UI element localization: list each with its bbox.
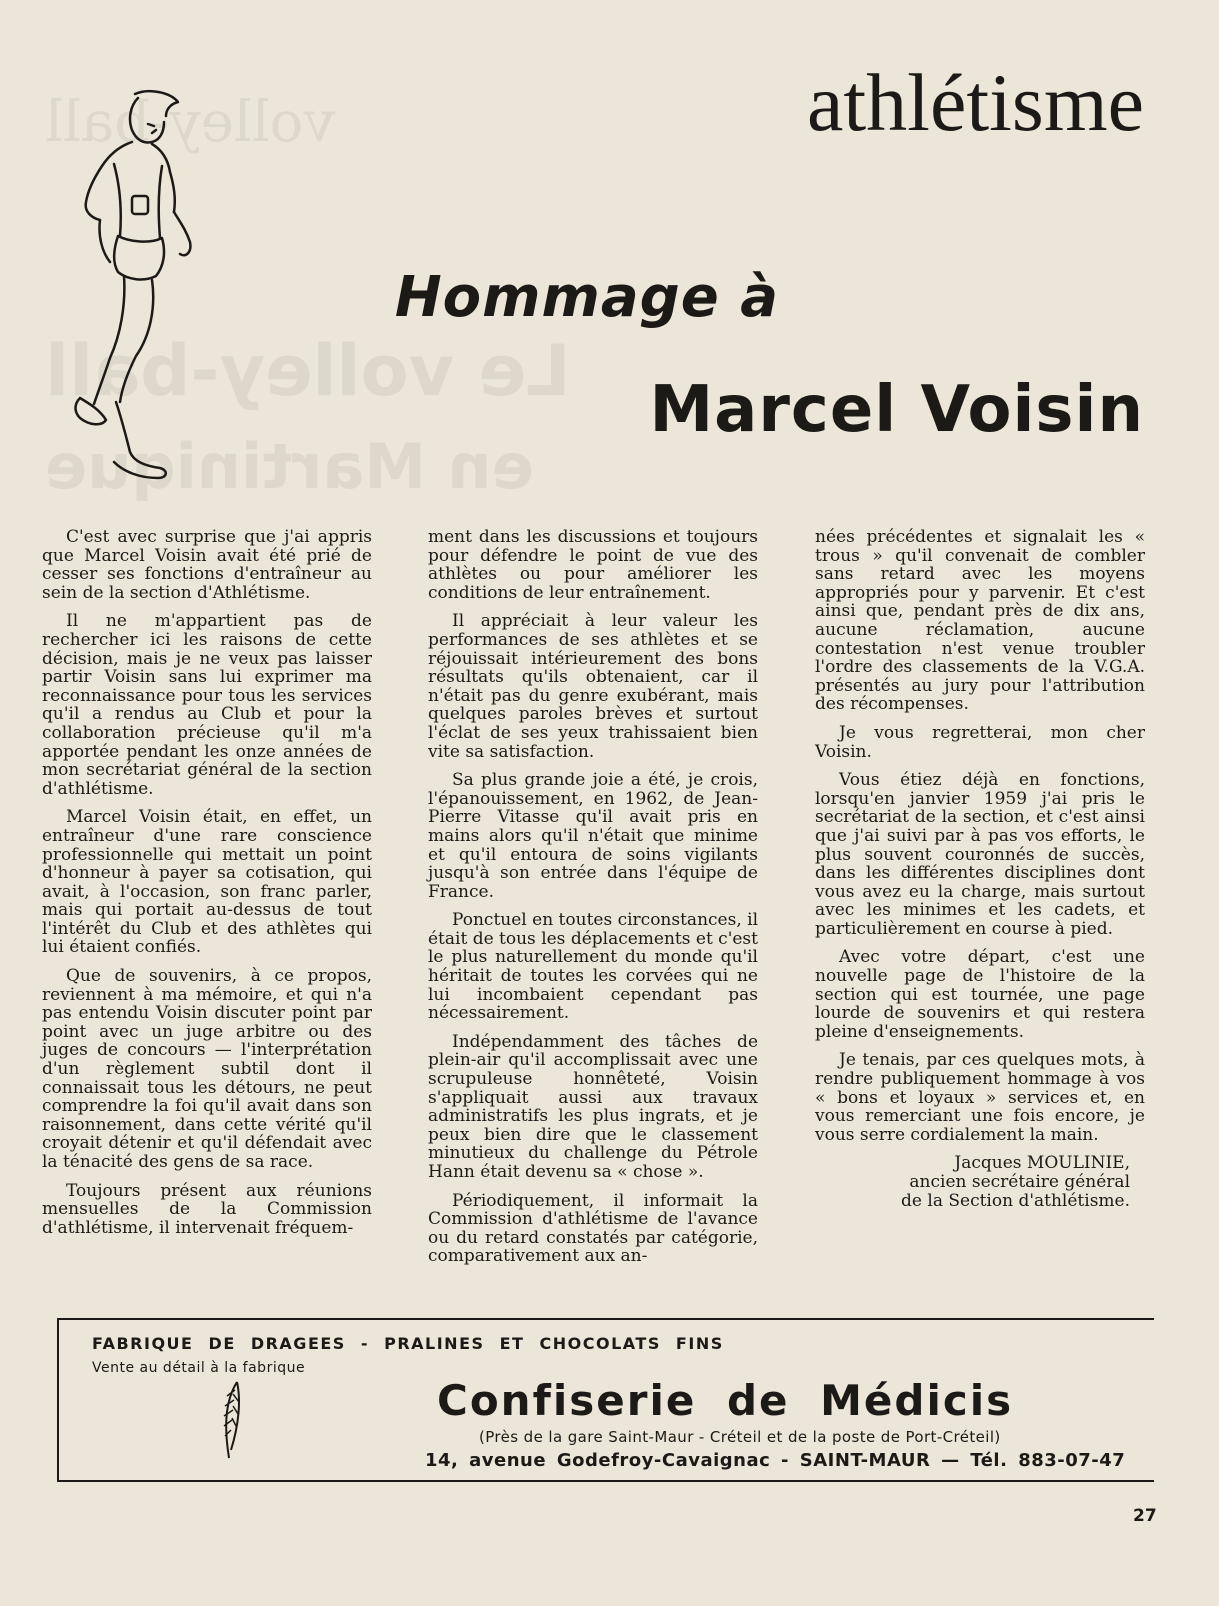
- paragraph: Indépendamment des tâches de plein-air qu'il accomplissait avec une scrupuleuse honnêteté, Voisin s'appliquait aussi aux travaux administratifs les plus ingrats, et je peux bien dire que le classement minutieux du challenge du Pétrole Hann était devenu sa « chose ».: [428, 1031, 758, 1182]
- ad-subline: Vente au détail à la fabrique: [92, 1360, 306, 1376]
- paragraph: Je tenais, par ces quelques mots, à rendre publiquement hommage à vos « bons et loyaux » services et, en vous remerciant une fois encore, je vous serre cordialement la main.: [815, 1050, 1145, 1145]
- ad-location-note: (Près de la gare Saint-Maur - Créteil et de la poste de Port-Créteil): [479, 1428, 1001, 1446]
- signature-name: Jacques MOULINIE,: [954, 1153, 1130, 1174]
- headline-line-1: Hommage à: [394, 265, 779, 330]
- show-through-text: en Martinique: [45, 430, 534, 503]
- paragraph: Sa plus grande joie a été, je crois, l'épanouissement, en 1962, de Jean-Pierre Vitasse qu'il avait pris en mains alors qu'il n'était que minime et qu'il entoura de soins vigilants jusqu'à son entrée dans l'équipe de France.: [428, 770, 758, 902]
- paragraph: Périodiquement, il informait la Commission d'athlétisme de l'avance ou du retard constatés par catégorie, comparativement aux an-: [428, 1190, 758, 1267]
- show-through-text: Le volley-ball: [45, 330, 571, 412]
- page-number: 27: [1133, 1506, 1157, 1526]
- paragraph: Toujours présent aux réunions mensuelles de la Commission d'athlétisme, il intervenait fréquem-: [42, 1180, 372, 1238]
- signature-block: [815, 1154, 1145, 1210]
- paragraph: Je vous regretterai, mon cher Voisin.: [815, 722, 1145, 762]
- article-column-1: [42, 528, 372, 1247]
- ad-tagline: FABRIQUE DE DRAGEES - PRALINES ET CHOCOLATS FINS: [92, 1334, 724, 1353]
- advertisement: [57, 1318, 1154, 1482]
- signature-org: de la Section d'athlétisme.: [901, 1190, 1130, 1211]
- paragraph: ment dans les discussions et toujours pour défendre le point de vue des athlètes ou pour améliorer les conditions de leur entraînement.: [428, 527, 758, 603]
- paragraph: nées précédentes et signalait les « trous » qu'il convenait de combler sans retard avec les moyens appropriés pour y parvenir. Et c'est ainsi que, pendant près de dix ans, aucune réclamation, aucune contestation n'est venue troubler l'ordre des classements de la V.G.A. présentés au jury pour l'attribution des récompenses.: [815, 527, 1145, 715]
- paragraph: Il ne m'appartient pas de rechercher ici les raisons de cette décision, mais je ne veux pas laisser partir Voisin sans lui exprimer ma reconnaissance pour tous les services qu'il a rendus au Club et pour la collaboration précieuse qu'il m'a apportée pendant les onze années de mon secrétariat général de la section d'athlétisme.: [42, 611, 372, 799]
- show-through-text: volley-ball: [45, 90, 335, 155]
- section-label: athlétisme: [806, 57, 1144, 148]
- paragraph: Il appréciait à leur valeur les performances de ses athlètes et se réjouissait intérieurement des bons résultats qu'ils obtenaient, car il n'était pas du genre exubérant, mais quelques paroles brèves et surtout l'éclat de ses yeux trahissaient bien vite sa satisfaction.: [428, 611, 758, 762]
- paragraph: Que de souvenirs, à ce propos, reviennent à ma mémoire, et qui n'a pas entendu Voisin discuter point par point avec un juge arbitre ou des juges de concours — l'interprétation d'un règlement subtil dont il connaissait tous les détours, ne peut comprendre la foi qu'il avait dans son raisonnement, dans cette vérité qu'il croyait détenir et qu'il défendait avec la ténacité des gens de sa race.: [42, 966, 372, 1172]
- paragraph: Vous étiez déjà en fonctions, lorsqu'en janvier 1959 j'ai pris le secrétariat de la section, et c'est ainsi que j'ai suivi par à pas vos efforts, le plus souvent couronnés de succès, dans les différentes disciplines dont vous avez eu la charge, mais surtout avec les minimes et les cadets, et particulièrement en course à pied.: [815, 770, 1145, 939]
- runner-illustration: [40, 86, 200, 496]
- article-column-2: [428, 528, 758, 1276]
- feather-icon: [219, 1380, 249, 1460]
- signature-role: ancien secrétaire général: [909, 1172, 1130, 1192]
- article-column-3: [815, 528, 1145, 1210]
- headline-line-2: Marcel Voisin: [649, 373, 1144, 447]
- ad-brand-name: Confiserie de Médicis: [437, 1376, 1014, 1425]
- paragraph: C'est avec surprise que j'ai appris que Marcel Voisin avait été prié de cesser ses fonctions d'entraîneur au sein de la section d'Athlétisme.: [42, 527, 372, 603]
- paragraph: Avec votre départ, c'est une nouvelle page de l'histoire de la section qui est tournée, une page lourde de souvenirs et qui restera pleine d'enseignements.: [815, 947, 1145, 1042]
- ad-address: 14, avenue Godefroy-Cavaignac - SAINT-MAUR — Tél. 883-07-47: [425, 1450, 1126, 1471]
- paragraph: Marcel Voisin était, en effet, un entraîneur d'une rare conscience professionnelle qui mettait un point d'honneur à payer sa cotisation, qui avait, à l'occasion, son franc parler, mais qui portait au-dessus de tout l'intérêt du Club et des athlètes qui lui étaient confiés.: [42, 807, 372, 958]
- paragraph: Ponctuel en toutes circonstances, il était de tous les déplacements et c'est le plus naturellement du monde qu'il héritait de toutes les corvées qui ne lui incombaient cependant pas nécessairement.: [428, 910, 758, 1024]
